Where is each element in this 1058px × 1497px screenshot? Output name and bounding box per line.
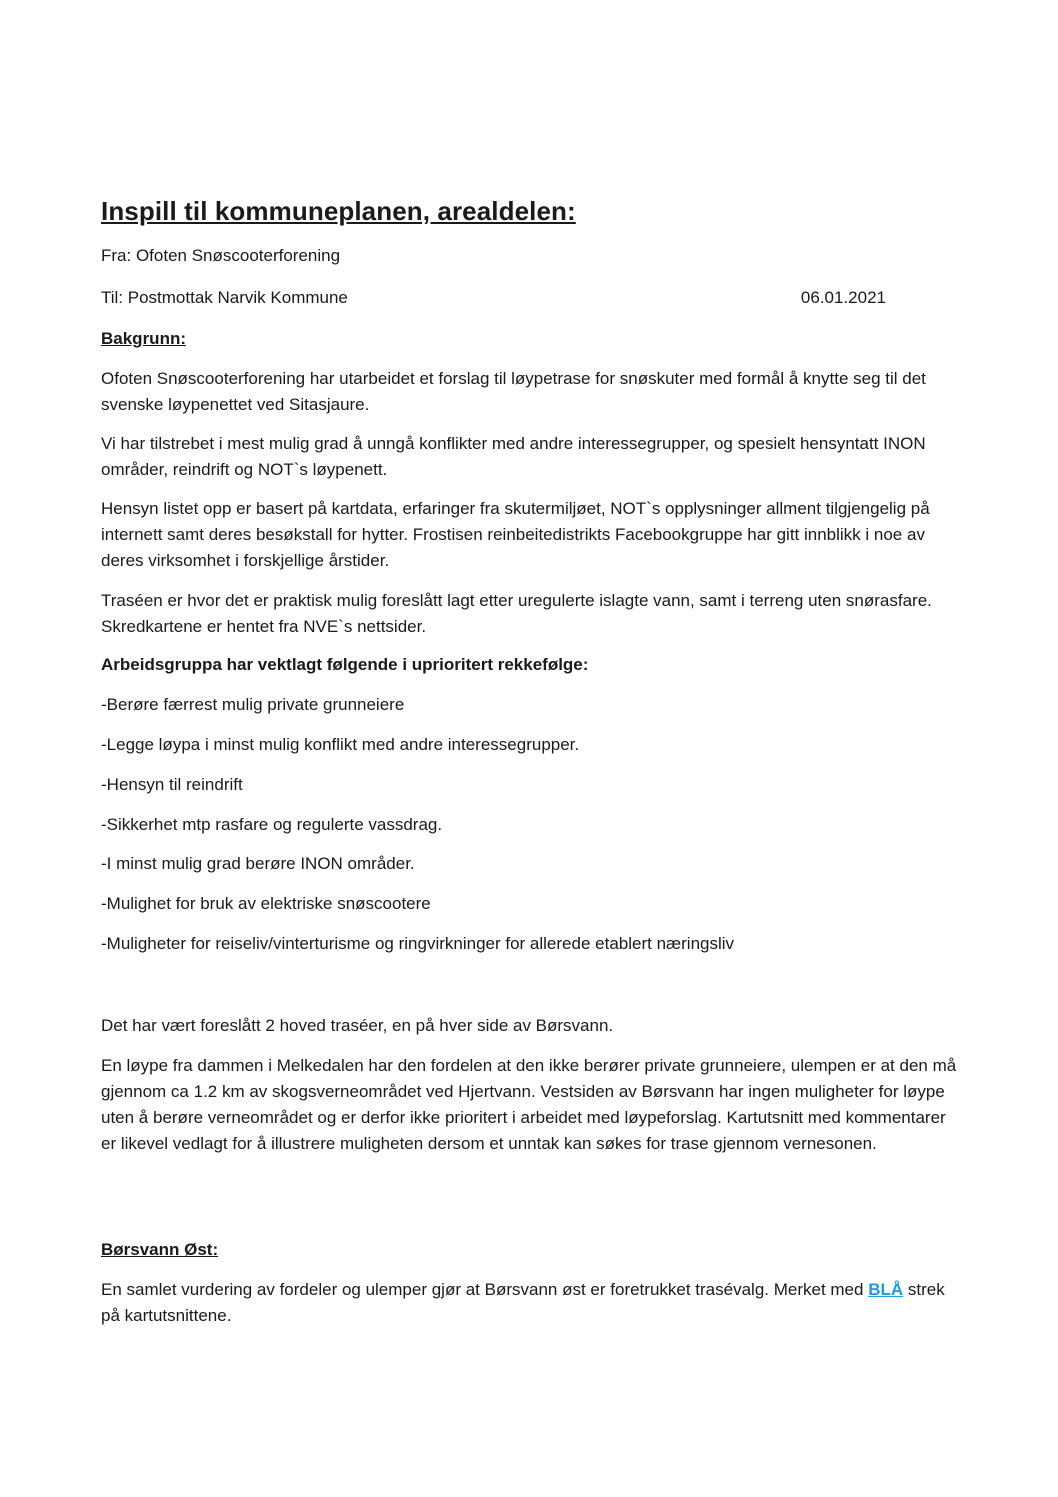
priority-item: -Legge løypa i minst mulig konflikt med andre interessegrupper. [101,735,580,754]
from-line: Fra: Ofoten Snøscooterforening [101,246,341,265]
paragraph-borsvann-east [101,1277,961,1329]
priority-item: -Mulighet for bruk av elektriske snøscootere [101,894,431,913]
priority-item: -I minst mulig grad berøre INON områder. [101,854,415,873]
priority-item: -Hensyn til reindrift [101,775,243,794]
heading-priorities: Arbeidsgruppa har vektlagt følgende i uprioritert rekkefølge: [101,655,589,674]
to-line: Til: Postmottak Narvik Kommune [101,288,348,307]
paragraph-purpose: Ofoten Snøscooterforening har utarbeidet et forslag til løypetrase for snøskuter med formål å knytte seg til det svenske løypenettet ved Sitasjaure. [101,369,926,414]
paragraph-route-terrain: Traséen er hvor det er praktisk mulig foreslått lagt etter uregulerte islagte vann, samt i terreng uten snørasfare. Skredkartene er hentet fra NVE`s nettsider. [101,591,932,636]
paragraph-sources: Hensyn listet opp er basert på kartdata, erfaringer fra skutermiljøet, NOT`s opplysninger allment tilgjengelig på internett samt deres besøkstall for hytter. Frostisen reinbeitedistrikts Facebookgruppe har gitt innblikk i noe av deres virksomhet i forskjellige årstider. [101,499,930,570]
priority-item: -Sikkerhet mtp rasfare og regulerte vassdrag. [101,815,443,834]
priority-item: -Berøre færrest mulig private grunneiere [101,695,405,714]
east-text-after: strek på kartutsnittene. [101,1280,945,1325]
paragraph-routes: Det har vært foreslått 2 hoved traséer, en på hver side av Børsvann. [101,1016,614,1035]
paragraph-melkedalen: En løype fra dammen i Melkedalen har den fordelen at den ikke berører private grunneiere, ulempen er at den må gjennom ca 1.2 km av skogsverneområdet ved Hjertvann. Vestsiden av Børsvann har ingen muligheter for løype uten å berøre verneområdet og er derfor ikke prioritert i arbeidet med løypeforslag. Kartutsnitt med kommentarer er likevel vedlagt for å illustrere muligheten dersom et unntak kan søkes for trase gjennom vernesonen. [101,1056,957,1153]
east-text-before: En samlet vurdering av fordeler og ulemper gjør at Børsvann øst er foretrukket trasévalg. Merket med [101,1280,869,1299]
heading-background: Bakgrunn: [101,329,186,348]
document-title: Inspill til kommuneplanen, arealdelen: [101,196,576,226]
to-date-row [101,285,886,311]
document-date: 06.01.2021 [800,288,886,307]
heading-borsvann-east: Børsvann Øst: [101,1240,219,1259]
bla-link[interactable]: BLÅ [868,1280,904,1299]
priority-item: -Muligheter for reiseliv/vinterturisme og ringvirkninger for allerede etablert næringsliv [101,934,735,953]
paragraph-conflicts: Vi har tilstrebet i mest mulig grad å unngå konflikter med andre interessegrupper, og spesielt hensyntatt INON områder, reindrift og NOT`s løypenett. [101,434,926,479]
